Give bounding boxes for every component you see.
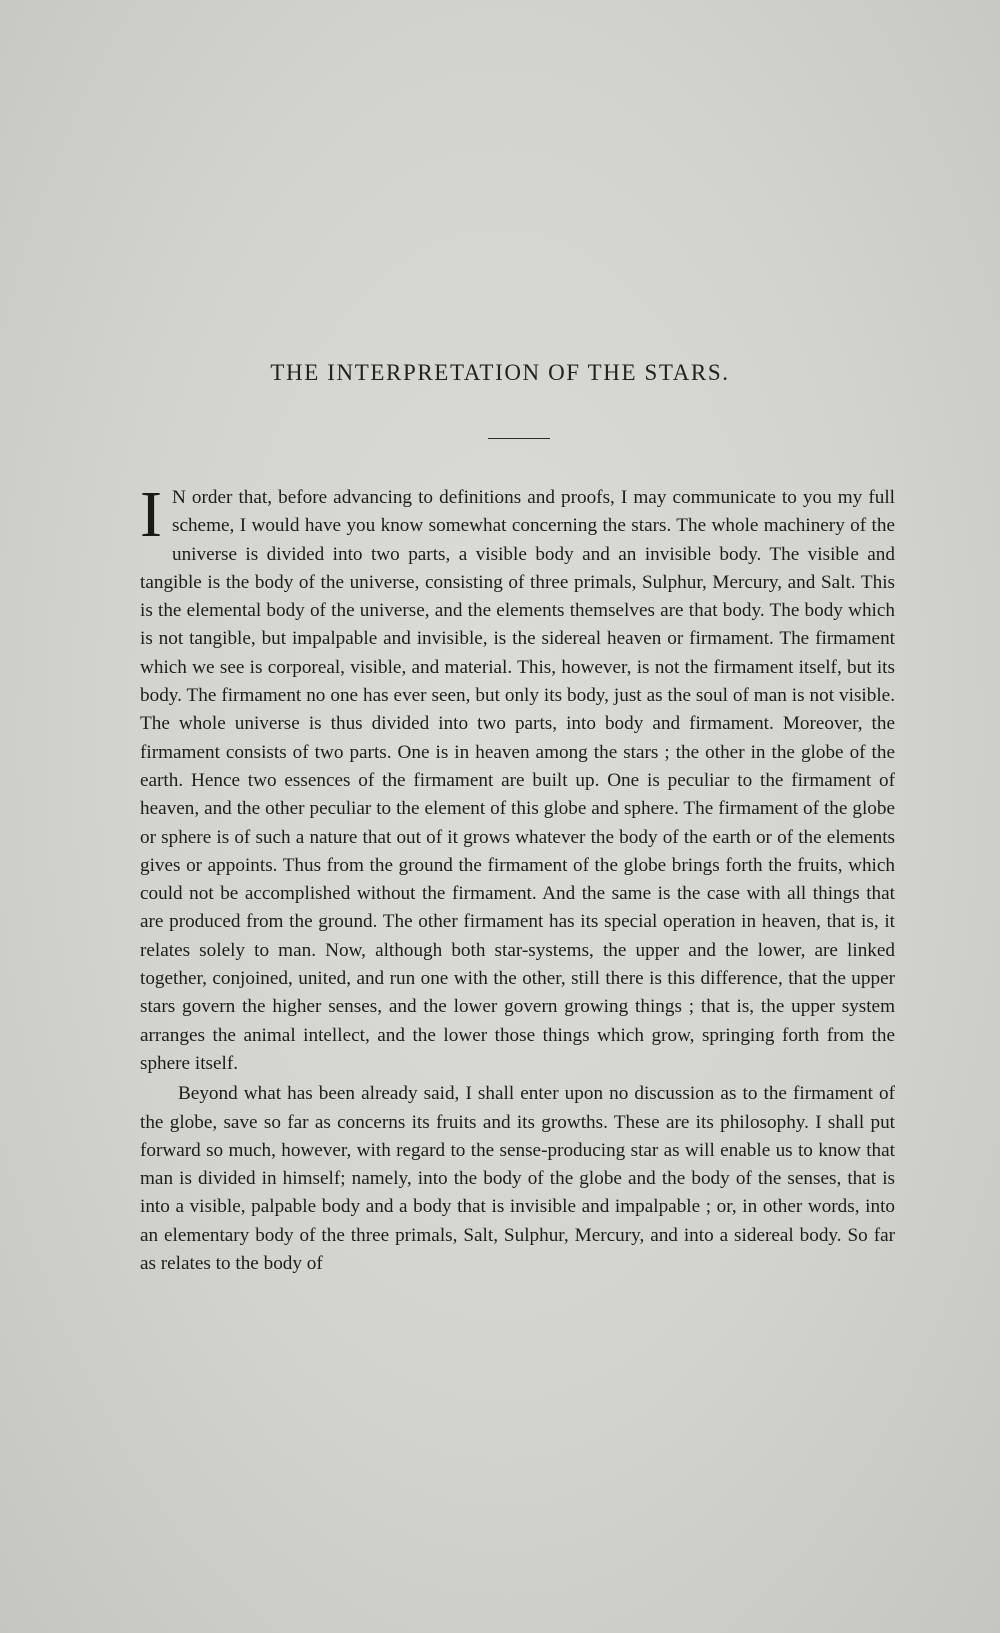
paragraph-1 xyxy=(140,478,895,1078)
drop-cap: I xyxy=(140,478,162,551)
chapter-body xyxy=(140,478,895,1278)
chapter-title: THE INTERPRETATION OF THE STARS. xyxy=(270,360,730,385)
paragraph-2: Beyond what has been already said, I shall enter upon no discussion as to the firmament of the globe, save so far as concerns its fruits and its growths. These are its philosophy. I shall put forward so much, however, with regard to the sense-producing star as will enable us to know that man is divided in himself; namely, into the body of the globe and the body of the senses, that is into a visible, palpable body and a body that is invisible and impalpable ; or, in other words, into an elementary body of the three primals, Salt, Sulphur, Mercury, and into a sidereal body. So far as relates to the body of xyxy=(140,1083,895,1275)
title-divider xyxy=(488,438,550,439)
paragraph-1-text: N order that, before advancing to definitions and proofs, I may communicate to you my full scheme, I would have you know somewhat concerning the stars. The whole machinery of the universe is divided into two parts, a visible body and an invisible body. The visible and tangible is the body of the universe, consisting of three primals, Sulphur, Mercury, and Salt. This is the elemental body of the universe, and the elements themselves are that body. The body which is not tangible, but impalpable and invisible, is the sidereal heaven or firmament. The firmament which we see is corporeal, visible, and material. This, however, is not the firmament itself, but its body. The firmament no one has ever seen, but only its body, just as the soul of man is not visible. The whole universe is thus divided into two parts, into body and firmament. Moreover, the firmament consists of two parts. One is in heaven among the stars ; the other in the globe of the earth. Hence two essences of the firmament are built up. One is peculiar to the firmament of heaven, and the other peculiar to the element of this globe and sphere. The firmament of the globe or sphere is of such a nature that out of it grows whatever the body of the earth or of the elements gives or appoints. Thus from the ground the firmament of the globe brings forth the fruits, which could not be accomplished without the firmament. And the same is the case with all things that are produced from the ground. The other firmament has its special operation in heaven, that is, it relates solely to man. Now, although both star-systems, the upper and the lower, are linked together, conjoined, united, and run one with the other, still there is this difference, that the upper stars govern the higher senses, and the lower govern growing things ; that is, the upper system arranges the animal intellect, and the lower those things which grow, springing forth from the sphere itself. xyxy=(140,487,895,1074)
